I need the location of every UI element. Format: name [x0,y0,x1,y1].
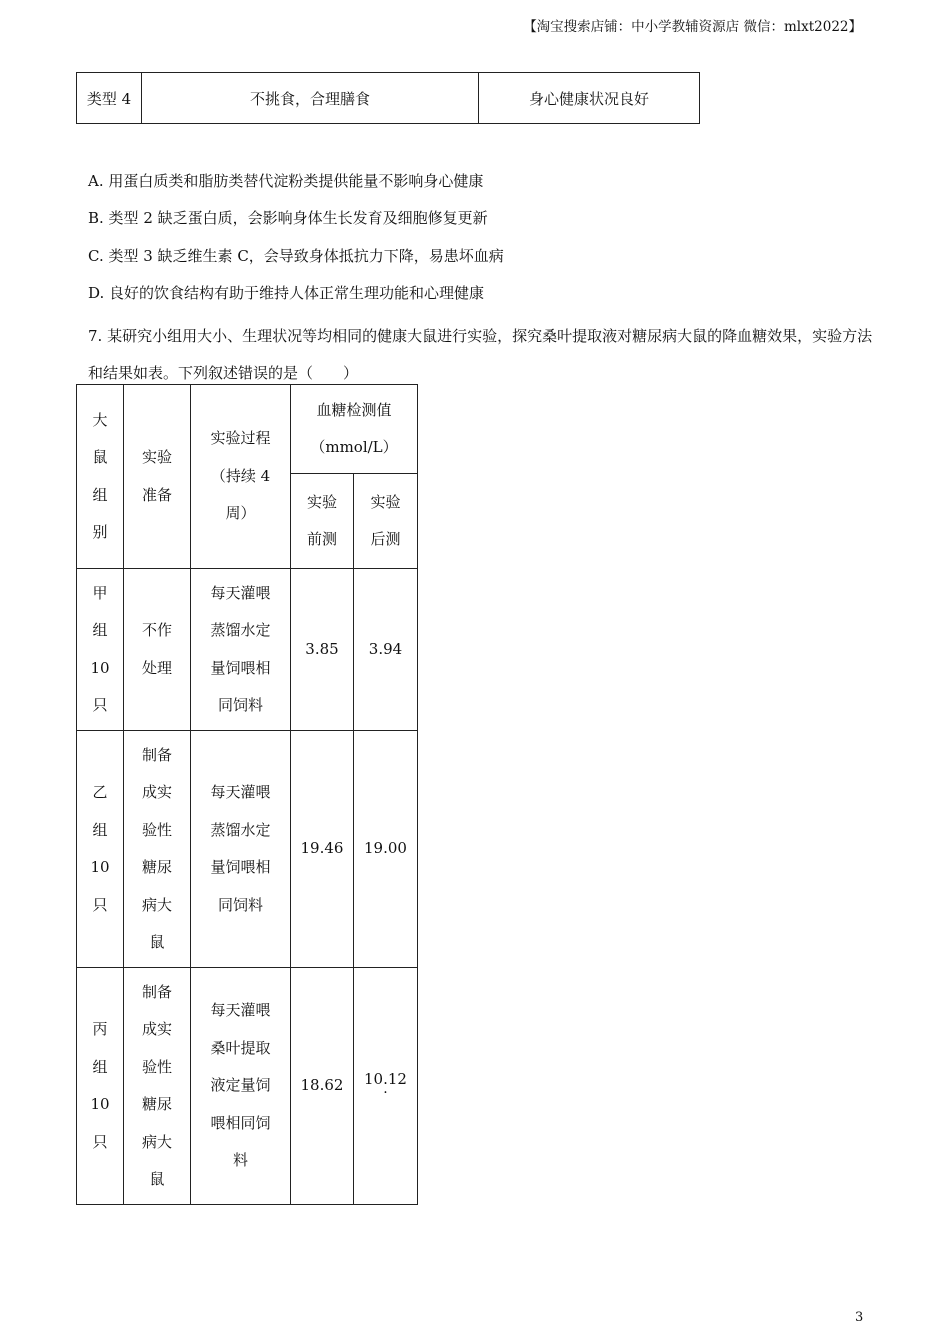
prep-cell: 不作 处理 [124,569,191,731]
header-before: 实验 前测 [291,474,354,569]
experiment-table [76,384,418,1205]
after-value: 19.00 [354,731,418,968]
option-b: B. 类型 2 缺乏蛋白质，会影响身体生长发育及细胞修复更新 [88,209,488,227]
table-row [77,73,700,124]
header-glucose: 血糖检测值 （mmol/L） [291,385,418,474]
before-value: 19.46 [291,731,354,968]
after-value-text: 10.12 [364,1070,407,1088]
diet-cell: 不挑食，合理膳食 [142,73,479,124]
group-cell: 乙 组 10 只 [77,731,124,968]
question-7: 7. 某研究小组用大小、生理状况等均相同的健康大鼠进行实验，探究桑叶提取液对糖尿病大鼠的降血糖效果，实验方法和结果如表。下列叙述错误的是（ ） [88,327,873,382]
prep-cell: 制备 成实 验性 糖尿 病大 鼠 [124,731,191,968]
table-row [77,569,418,731]
option-a: A. 用蛋白质类和脂肪类替代淀粉类提供能量不影响身心健康 [88,172,484,190]
prep-cell: 制备 成实 验性 糖尿 病大 鼠 [124,968,191,1205]
type-cell: 类型 4 [77,73,142,124]
table-row [77,968,418,1205]
header-after: 实验 后测 [354,474,418,569]
group-cell: 丙 组 10 只 [77,968,124,1205]
option-c: C. 类型 3 缺乏维生素 C，会导致身体抵抗力下降，易患坏血病 [88,247,504,265]
emphasis-dot: · [383,1084,388,1101]
header-group-text: 大 鼠 组 别 [92,410,108,541]
after-value [354,968,418,1205]
table-row [77,731,418,968]
header-prep: 实验 准备 [124,385,191,569]
header-process: 实验过程 （持续 4 周） [191,385,291,569]
group-cell: 甲 组 10 只 [77,569,124,731]
page-header: 【淘宝搜索店铺：中小学教辅资源店 微信：mlxt2022】 [523,19,862,35]
process-cell: 每天灌喂 蒸馏水定 量饲喂相 同饲料 [191,731,291,968]
option-d: D. 良好的饮食结构有助于维持人体正常生理功能和心理健康 [88,284,485,302]
before-value: 3.85 [291,569,354,731]
header-row-1 [77,385,418,474]
header-group [77,385,124,569]
before-value: 18.62 [291,968,354,1205]
process-cell: 每天灌喂 桑叶提取 液定量饲 喂相同饲 料 [191,968,291,1205]
process-cell: 每天灌喂 蒸馏水定 量饲喂相 同饲料 [191,569,291,731]
health-cell: 身心健康状况良好 [479,73,700,124]
after-value: 3.94 [354,569,418,731]
diet-type-table [76,72,700,124]
page-number: 3 [855,1310,864,1325]
